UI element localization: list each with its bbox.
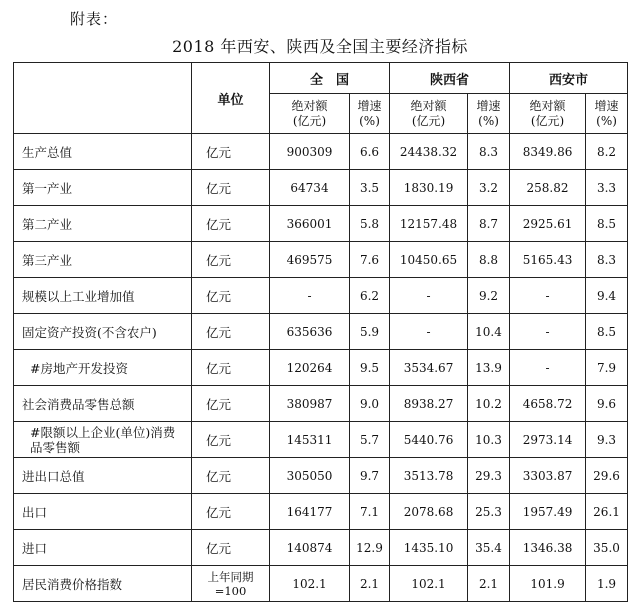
growth-rate-header-shaanxi — [468, 94, 510, 134]
unit-cell: 亿元 — [192, 242, 270, 278]
xian-growth-cell: 8.5 — [586, 314, 628, 350]
shaanxi-amount-cell: 1830.19 — [390, 170, 468, 206]
xian-growth-cell: 9.3 — [586, 422, 628, 458]
table-row — [14, 458, 628, 494]
unit-cell: 亿元 — [192, 494, 270, 530]
shaanxi-growth-cell: 2.1 — [468, 566, 510, 602]
shaanxi-amount-cell: 24438.32 — [390, 134, 468, 170]
xian-growth-cell: 9.6 — [586, 386, 628, 422]
absolute-amount-unit: (亿元) — [411, 113, 446, 128]
xian-growth-cell: 26.1 — [586, 494, 628, 530]
national-growth-cell: 5.7 — [350, 422, 390, 458]
xian-amount-cell: - — [510, 314, 586, 350]
table-row — [14, 530, 628, 566]
shaanxi-growth-cell: 10.4 — [468, 314, 510, 350]
indicator-label: 第二产业 — [14, 206, 192, 242]
shaanxi-growth-cell: 8.7 — [468, 206, 510, 242]
shaanxi-amount-cell: 3513.78 — [390, 458, 468, 494]
xian-amount-cell: - — [510, 350, 586, 386]
indicator-label: 生产总值 — [14, 134, 192, 170]
absolute-amount-header-shaanxi — [390, 94, 468, 134]
growth-rate-header-xian — [586, 94, 628, 134]
indicator-label: 进口 — [14, 530, 192, 566]
table-row — [14, 386, 628, 422]
xian-amount-cell: 4658.72 — [510, 386, 586, 422]
absolute-amount-label: 绝对额 — [291, 98, 328, 113]
xian-growth-cell: 35.0 — [586, 530, 628, 566]
shaanxi-growth-cell: 3.2 — [468, 170, 510, 206]
table-row — [14, 314, 628, 350]
national-amount-cell: 305050 — [270, 458, 350, 494]
shaanxi-amount-cell: 102.1 — [390, 566, 468, 602]
xian-amount-cell: 2973.14 — [510, 422, 586, 458]
unit-cell: 亿元 — [192, 350, 270, 386]
unit-cell: 亿元 — [192, 530, 270, 566]
xian-amount-cell: - — [510, 278, 586, 314]
unit-cell: 亿元 — [192, 206, 270, 242]
indicator-label: #房地产开发投资 — [14, 350, 192, 386]
shaanxi-amount-cell: 5440.76 — [390, 422, 468, 458]
national-growth-cell: 9.0 — [350, 386, 390, 422]
absolute-amount-unit: (亿元) — [530, 113, 565, 128]
indicator-header-cell — [14, 63, 192, 134]
national-growth-cell: 9.7 — [350, 458, 390, 494]
national-amount-cell: 120264 — [270, 350, 350, 386]
growth-rate-unit: (%) — [478, 113, 499, 128]
national-amount-cell: 145311 — [270, 422, 350, 458]
table-row — [14, 206, 628, 242]
shaanxi-amount-cell: 10450.65 — [390, 242, 468, 278]
national-growth-cell: 2.1 — [350, 566, 390, 602]
xian-amount-cell: 258.82 — [510, 170, 586, 206]
xian-growth-cell: 3.3 — [586, 170, 628, 206]
indicator-label: 固定资产投资(不含农户) — [14, 314, 192, 350]
national-growth-cell: 6.2 — [350, 278, 390, 314]
unit-cell: 亿元 — [192, 278, 270, 314]
table-row — [14, 494, 628, 530]
national-growth-cell: 3.5 — [350, 170, 390, 206]
indicator-label: 出口 — [14, 494, 192, 530]
group-header-national: 全 国 — [270, 63, 390, 94]
table-row — [14, 566, 628, 602]
unit-cell: 亿元 — [192, 314, 270, 350]
national-amount-cell: 469575 — [270, 242, 350, 278]
growth-rate-unit: (%) — [359, 113, 380, 128]
xian-growth-cell: 8.3 — [586, 242, 628, 278]
national-amount-cell: 366001 — [270, 206, 350, 242]
appendix-label: 附表： — [70, 10, 119, 28]
growth-rate-label: 增速 — [594, 98, 619, 113]
national-amount-cell: 64734 — [270, 170, 350, 206]
table-row — [14, 422, 628, 458]
absolute-amount-label: 绝对额 — [410, 98, 447, 113]
group-header-shaanxi: 陕西省 — [390, 63, 510, 94]
absolute-amount-header-xian — [510, 94, 586, 134]
xian-growth-cell: 7.9 — [586, 350, 628, 386]
shaanxi-growth-cell: 13.9 — [468, 350, 510, 386]
shaanxi-amount-cell: 8938.27 — [390, 386, 468, 422]
shaanxi-growth-cell: 8.3 — [468, 134, 510, 170]
national-amount-cell: 900309 — [270, 134, 350, 170]
table-title: 2018 年西安、陕西及全国主要经济指标 — [172, 37, 468, 56]
growth-rate-unit: (%) — [596, 113, 617, 128]
growth-rate-header-national — [350, 94, 390, 134]
shaanxi-amount-cell: 2078.68 — [390, 494, 468, 530]
national-growth-cell: 5.8 — [350, 206, 390, 242]
unit-cell: 亿元 — [192, 458, 270, 494]
unit-cell: 上年同期 =100 — [192, 566, 270, 602]
group-header-xian: 西安市 — [510, 63, 628, 94]
national-amount-cell: 140874 — [270, 530, 350, 566]
xian-amount-cell: 2925.61 — [510, 206, 586, 242]
shaanxi-amount-cell: 3534.67 — [390, 350, 468, 386]
xian-growth-cell: 8.5 — [586, 206, 628, 242]
table-row — [14, 242, 628, 278]
shaanxi-growth-cell: 10.2 — [468, 386, 510, 422]
unit-cell: 亿元 — [192, 170, 270, 206]
xian-amount-cell: 1346.38 — [510, 530, 586, 566]
xian-amount-cell: 5165.43 — [510, 242, 586, 278]
national-growth-cell: 9.5 — [350, 350, 390, 386]
national-growth-cell: 12.9 — [350, 530, 390, 566]
shaanxi-growth-cell: 25.3 — [468, 494, 510, 530]
national-amount-cell: 164177 — [270, 494, 350, 530]
indicator-label: 进出口总值 — [14, 458, 192, 494]
xian-amount-cell: 101.9 — [510, 566, 586, 602]
national-growth-cell: 5.9 — [350, 314, 390, 350]
shaanxi-growth-cell: 9.2 — [468, 278, 510, 314]
growth-rate-label: 增速 — [476, 98, 501, 113]
national-amount-cell: 380987 — [270, 386, 350, 422]
indicator-label: 社会消费品零售总额 — [14, 386, 192, 422]
table-row — [14, 350, 628, 386]
xian-growth-cell: 29.6 — [586, 458, 628, 494]
table-row — [14, 170, 628, 206]
absolute-amount-label: 绝对额 — [529, 98, 566, 113]
shaanxi-amount-cell: 1435.10 — [390, 530, 468, 566]
national-growth-cell: 7.1 — [350, 494, 390, 530]
absolute-amount-header-national — [270, 94, 350, 134]
national-amount-cell: 102.1 — [270, 566, 350, 602]
national-growth-cell: 6.6 — [350, 134, 390, 170]
xian-amount-cell: 8349.86 — [510, 134, 586, 170]
unit-cell: 亿元 — [192, 386, 270, 422]
indicator-label: #限额以上企业(单位)消费品零售额 — [14, 422, 192, 458]
xian-growth-cell: 1.9 — [586, 566, 628, 602]
unit-header: 单位 — [192, 63, 270, 134]
shaanxi-amount-cell: - — [390, 278, 468, 314]
indicator-label: 居民消费价格指数 — [14, 566, 192, 602]
xian-amount-cell: 3303.87 — [510, 458, 586, 494]
unit-cell: 亿元 — [192, 422, 270, 458]
xian-amount-cell: 1957.49 — [510, 494, 586, 530]
indicator-label: 规模以上工业增加值 — [14, 278, 192, 314]
absolute-amount-unit: (亿元) — [292, 113, 327, 128]
national-growth-cell: 7.6 — [350, 242, 390, 278]
indicator-label: 第三产业 — [14, 242, 192, 278]
shaanxi-growth-cell: 35.4 — [468, 530, 510, 566]
unit-cell: 亿元 — [192, 134, 270, 170]
national-amount-cell: 635636 — [270, 314, 350, 350]
table-row — [14, 278, 628, 314]
economic-indicators-table — [13, 62, 628, 602]
xian-growth-cell: 9.4 — [586, 278, 628, 314]
indicator-label: 第一产业 — [14, 170, 192, 206]
xian-growth-cell: 8.2 — [586, 134, 628, 170]
shaanxi-growth-cell: 10.3 — [468, 422, 510, 458]
table-row — [14, 134, 628, 170]
national-amount-cell: - — [270, 278, 350, 314]
growth-rate-label: 增速 — [357, 98, 382, 113]
shaanxi-amount-cell: 12157.48 — [390, 206, 468, 242]
shaanxi-amount-cell: - — [390, 314, 468, 350]
shaanxi-growth-cell: 8.8 — [468, 242, 510, 278]
shaanxi-growth-cell: 29.3 — [468, 458, 510, 494]
